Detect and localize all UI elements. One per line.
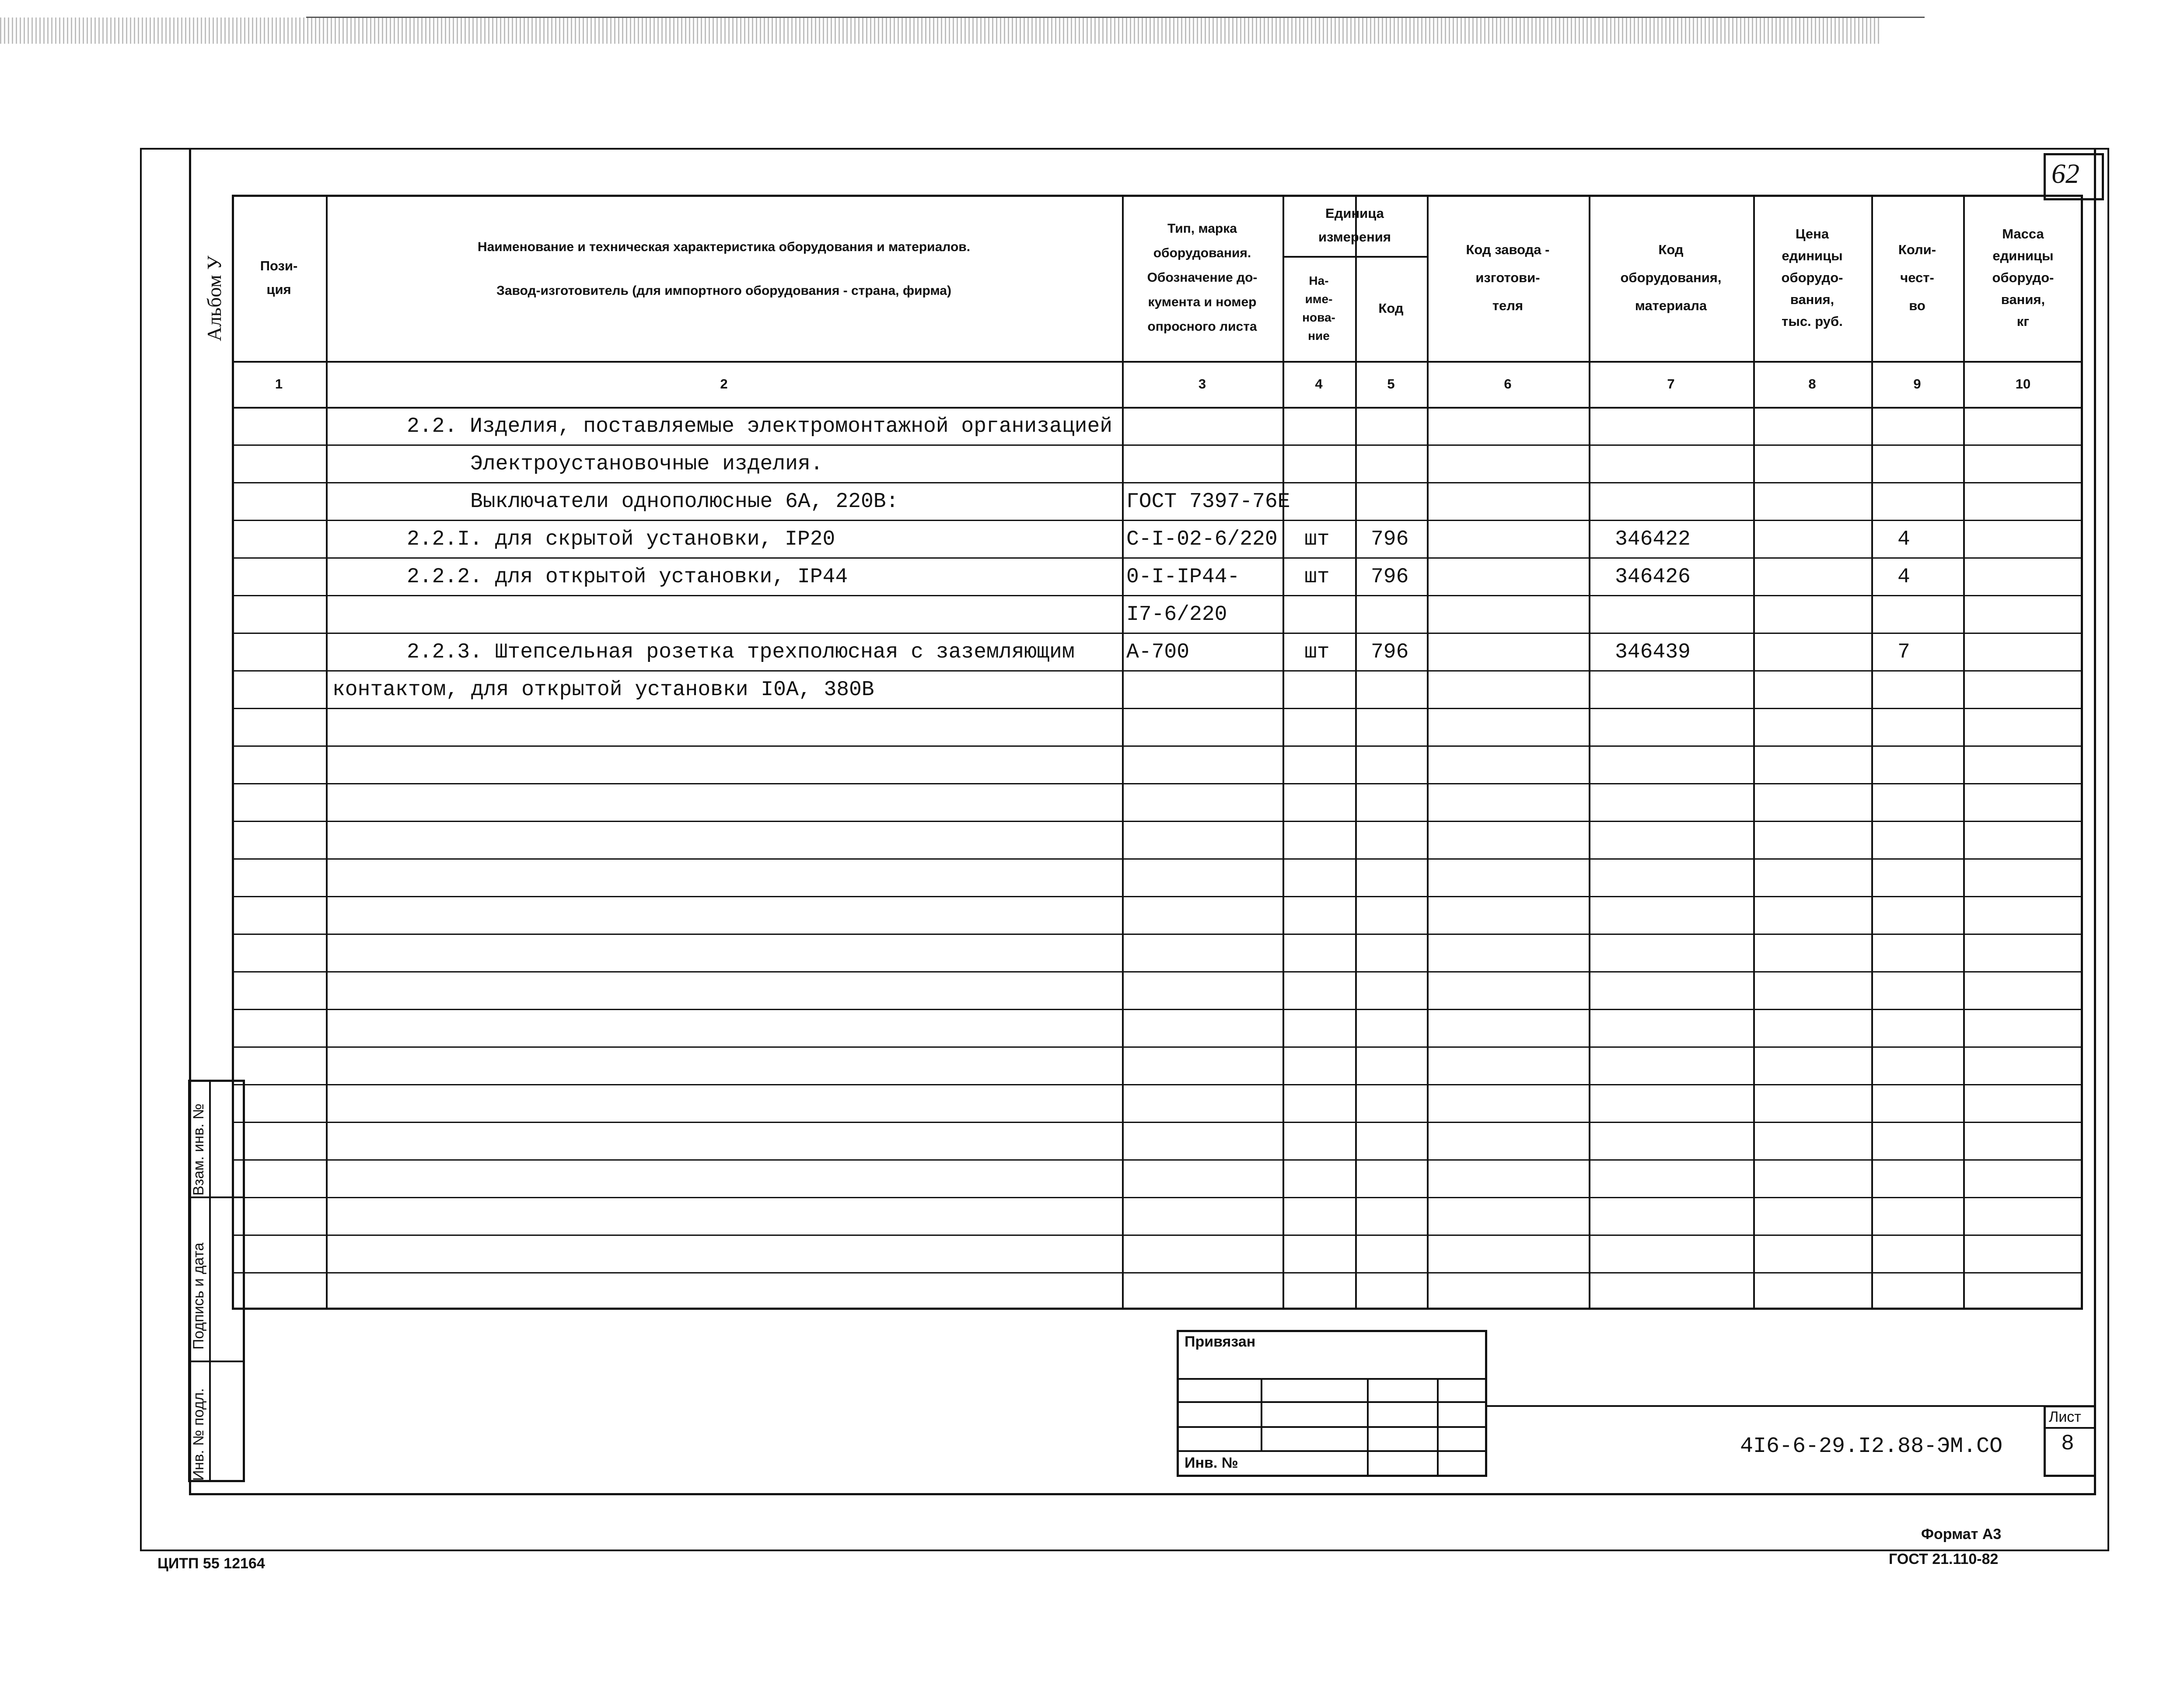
column-number: 1 [275,376,283,392]
stamp-line [1177,1426,1487,1428]
header-col9: Коли- чест- во [1898,242,1936,313]
header-col4: На- име- нова- ние [1302,274,1335,343]
row-line [232,1197,2083,1198]
header-col10: Масса единицы оборудо- вания, кг [1992,226,2054,329]
stamp-line [1177,1401,1487,1403]
row-line [232,633,2083,634]
row-name: 2.2.I. для скрытой установки, IP20 [407,528,835,551]
row-type: C-I-02-6/220 [1126,528,1278,551]
row-line [232,821,2083,822]
row-line [232,745,2083,747]
list-number: 8 [2061,1431,2075,1456]
row-unit: шт [1304,565,1330,589]
scan-noise [0,17,1881,44]
header-col5: Код [1378,301,1404,316]
row-equip-code: 346439 [1615,640,1691,664]
row-line [232,1159,2083,1161]
header-col2-line1: Наименование и техническая характеристика оборудования и материалов. [477,240,971,254]
row-equip-code: 346426 [1615,565,1691,589]
titleblock-line [1487,1405,2096,1407]
row-line [232,482,2083,483]
header-col1: Пози- ция [260,258,298,297]
side-stamp-line [188,1361,245,1362]
row-line [232,1272,2083,1273]
header-col7: Код оборудования, материала [1620,242,1722,313]
side-stamp-line [188,1196,245,1198]
header-col6: Код завода - изготови- теля [1466,242,1550,313]
row-line [232,1046,2083,1048]
album-label: Альбом У [203,255,225,341]
row-type: А-700 [1126,640,1190,664]
row-line [232,971,2083,972]
column-number: 8 [1808,376,1816,392]
row-type: 0-I-IP44- [1126,565,1240,589]
row-name: 2.2.2. для открытой установки, IP44 [407,565,848,589]
row-line [232,896,2083,897]
footer-code: ЦИТП 55 12164 [157,1555,265,1572]
row-code: 796 [1371,640,1409,664]
row-name: 2.2.3. Штепсельная розетка трехполюсная с заземляющим [407,640,1075,664]
podpis-label: Подпись и дата [190,1242,207,1350]
stamp-vline [1367,1378,1369,1477]
format-label: Формат А3 [1921,1526,2002,1543]
header-col8: Цена единицы оборудо- вания, тыс. руб. [1781,226,1843,329]
column-number: 6 [1504,376,1512,392]
row-line [232,1235,2083,1236]
row-line [232,444,2083,446]
row-line [232,595,2083,596]
doc-code: 4I6-6-29.I2.88-ЭМ.СО [1740,1434,2003,1459]
row-line [232,708,2083,709]
row-line [232,520,2083,521]
gost-label: ГОСТ 21.110-82 [1889,1551,1999,1567]
list-line [2044,1427,2096,1429]
row-line [232,783,2083,784]
row-name: контактом, для открытой установки I0А, 380В [332,678,874,702]
corner-number: 62 [2051,158,2079,189]
row-qty: 7 [1897,640,1910,664]
row-unit: шт [1304,640,1330,664]
row-name: Выключатели однополюсные 6А, 220В: [470,490,899,514]
stamp-line [1177,1450,1487,1452]
inv-no-label: Инв. № [1185,1455,1238,1471]
row-code: 796 [1371,565,1409,589]
row-code: 796 [1371,528,1409,551]
column-number: 7 [1667,376,1675,392]
stamp-vline [1261,1378,1262,1450]
header-col3: Тип, марка оборудования. Обозначение до- кумента и номер опросного листа [1147,221,1258,334]
row-line [232,858,2083,860]
row-line [232,1122,2083,1123]
row-line [232,670,2083,672]
header-unit-group: Единица измерения [1318,206,1391,245]
row-qty: 4 [1897,565,1910,589]
scan-line [306,17,1925,18]
privyazan-label: Привязан [1185,1333,1256,1350]
row-unit: шт [1304,528,1330,551]
column-number: 5 [1387,376,1395,392]
column-number: 3 [1198,376,1206,392]
row-line [232,557,2083,559]
column-number: 2 [720,376,728,392]
row-line [232,1009,2083,1010]
stamp-line [1177,1378,1487,1380]
row-qty: 4 [1897,528,1910,551]
row-line [232,934,2083,935]
column-number: 10 [2015,376,2031,392]
inv-podl-label: Инв. № подл. [190,1388,207,1481]
header-col2-line2: Завод-изготовитель (для импортного оборудования - страна, фирма) [496,283,951,298]
row-line [232,1084,2083,1085]
row-name: Электроустановочные изделия. [470,452,823,476]
stamp-vline [1437,1378,1439,1477]
column-number: 9 [1913,376,1921,392]
row-type: I7-6/220 [1126,603,1227,626]
row-equip-code: 346422 [1615,528,1691,551]
row-type: ГОСТ 7397-76Е [1126,490,1290,514]
list-label: Лист [2049,1409,2081,1425]
number-row-line [232,407,2083,409]
row-name: 2.2. Изделия, поставляемые электромонтажной организацией [407,415,1113,438]
column-number: 4 [1315,376,1323,392]
vzam-label: Взам. инв. № [190,1103,207,1196]
